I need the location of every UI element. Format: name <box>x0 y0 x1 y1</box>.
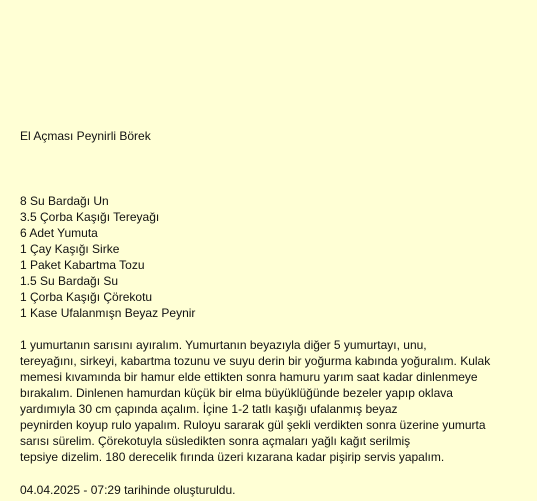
ingredient-item: 3.5 Çorba Kaşığı Tereyağı <box>20 210 160 224</box>
ingredient-item: 1 Paket Kabartma Tozu <box>20 258 145 272</box>
ingredient-item: 1 Kase Ufalanmışn Beyaz Peynir <box>20 306 196 320</box>
ingredient-item: 1 Çorba Kaşığı Çörekotu <box>20 290 153 304</box>
instructions-paragraph <box>20 337 525 465</box>
instructions-line: 1 yumurtanın sarısını ayıralım. Yumurtanın beyazıyla diğer 5 yumurtayı, unu, <box>20 338 427 352</box>
instructions-line: memesi kıvamında bir hamur elde ettikten sonra hamuru yarım saat kadar dinlenmeye <box>20 370 478 384</box>
instructions-line: bırakalım. Dinlenen hamurdan küçük bir elma büyüklüğünde bezeler yapıp oklava <box>20 386 453 400</box>
ingredient-item: 6 Adet Yumuta <box>20 226 98 240</box>
ingredient-item: 8 Su Bardağı Un <box>20 194 109 208</box>
ingredient-item: 1.5 Su Bardağı Su <box>20 274 119 288</box>
instructions-line: tereyağını, sirkeyi, kabartma tozunu ve suyu derin bir yoğurma kabında yoğuralım. Kulak <box>20 354 491 368</box>
recipe-title: El Açması Peynirli Börek <box>20 129 151 143</box>
instructions-line: tepsiye dizelim. 180 derecelik fırında üzeri kızarana kadar pişirip servis yapalım. <box>20 450 445 464</box>
created-timestamp: 04.04.2025 - 07:29 tarihinde oluşturuldu. <box>20 483 236 497</box>
ingredient-item: 1 Çay Kaşığı Sirke <box>20 242 120 256</box>
ingredient-list <box>20 193 195 321</box>
instructions-line: yardımıyla 30 cm çapında açalım. İçine 1-2 tatlı kaşığı ufalanmış beyaz <box>20 402 398 416</box>
instructions-line: sarısı sürelim. Çörekotuyla süsledikten sonra açmaları yağlı kağıt serilmiş <box>20 434 411 448</box>
instructions-line: peynirden koyup rulo yapalım. Ruloyu sararak gül şekli verdikten sonra üzerine yumurta <box>20 418 486 432</box>
